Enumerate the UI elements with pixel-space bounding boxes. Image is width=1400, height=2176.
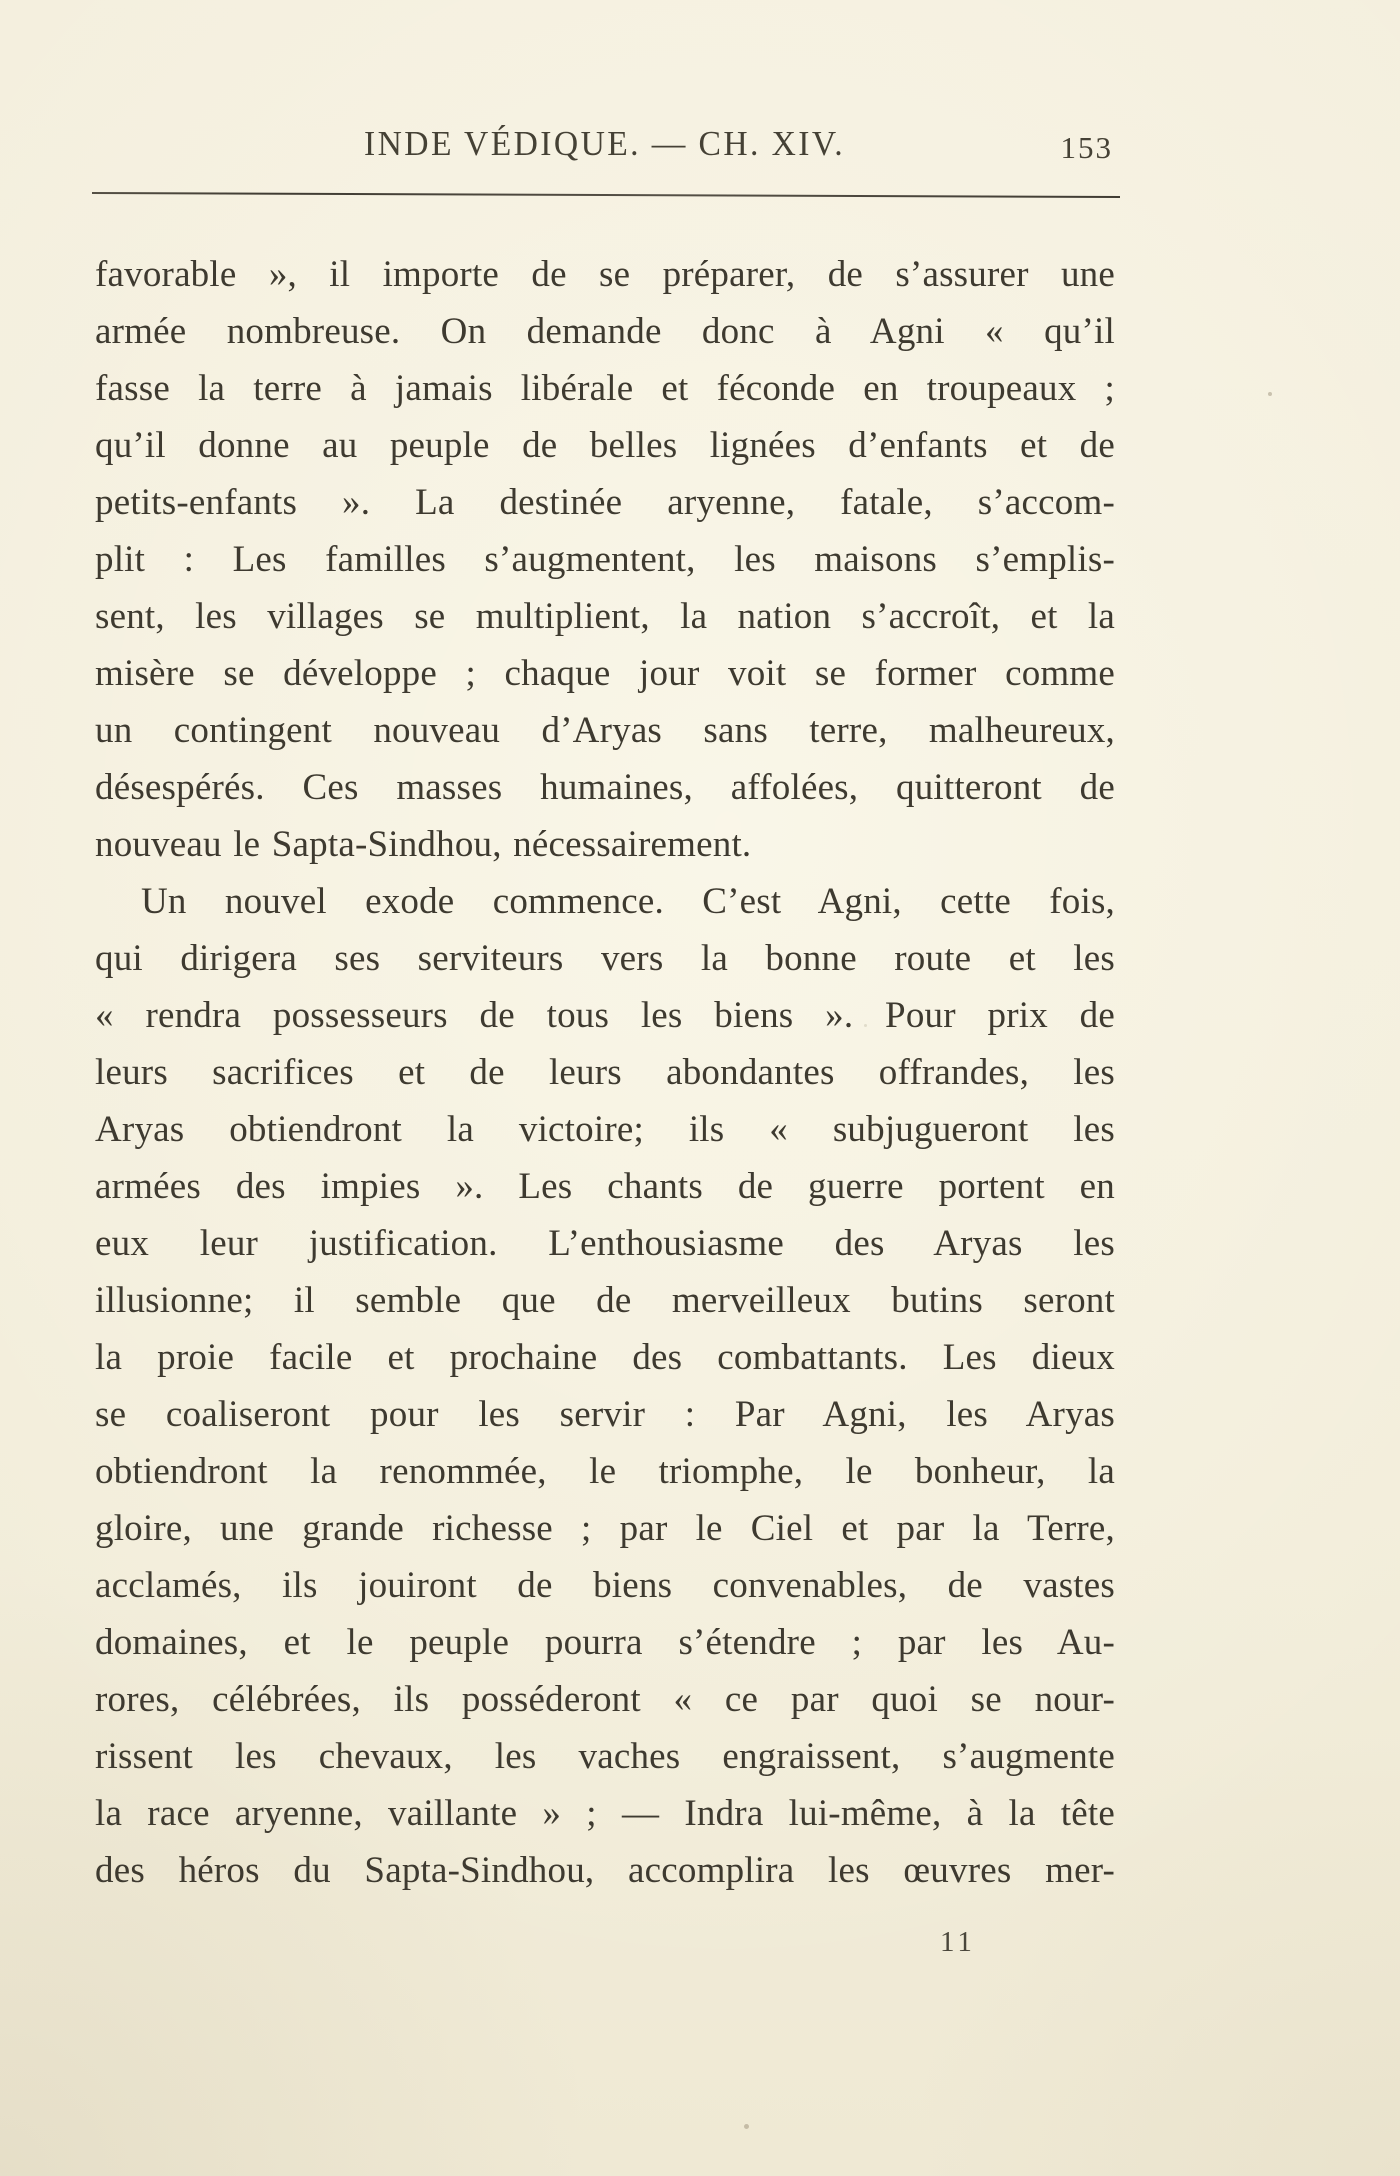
text-line: « rendra possesseurs de tous les biens ». Pour prix de — [95, 995, 1115, 1036]
text-line: Aryas obtiendront la victoire; ils « subjugueront les — [95, 1109, 1115, 1150]
text-line: acclamés, ils jouiront de biens convenables, de vastes — [95, 1565, 1115, 1606]
text-line: rores, célébrées, ils posséderont « ce par quoi se nour- — [95, 1679, 1115, 1720]
text-line: favorable », il importe de se préparer, de s’assurer une — [95, 254, 1115, 295]
signature-mark: 11 — [940, 1926, 976, 1958]
text-line: Un nouvel exode commence. C’est Agni, cette fois, — [141, 881, 1115, 922]
text-line: armée nombreuse. On demande donc à Agni « qu’il — [95, 311, 1115, 352]
running-title: INDE VÉDIQUE. — CH. XIV. — [364, 124, 846, 163]
text-line: misère se développe ; chaque jour voit se former comme — [95, 653, 1115, 694]
text-line: gloire, une grande richesse ; par le Ciel et par la Terre, — [95, 1508, 1115, 1549]
text-line: plit : Les familles s’augmentent, les maisons s’emplis- — [95, 539, 1115, 580]
text-line: qui dirigera ses serviteurs vers la bonne route et les — [95, 938, 1115, 979]
text-line: petits-enfants ». La destinée aryenne, fatale, s’accom- — [95, 482, 1115, 523]
text-line: désespérés. Ces masses humaines, affolées, quitteront de — [95, 767, 1115, 808]
text-line: armées des impies ». Les chants de guerre portent en — [95, 1166, 1115, 1207]
text-line: se coaliseront pour les servir : Par Agni, les Aryas — [95, 1394, 1115, 1435]
body-text — [95, 246, 1115, 1899]
text-line: la proie facile et prochaine des combattants. Les dieux — [95, 1337, 1115, 1378]
page-header — [95, 124, 1115, 168]
text-line: domaines, et le peuple pourra s’étendre ; par les Au- — [95, 1622, 1115, 1663]
text-line: fasse la terre à jamais libérale et féconde en troupeaux ; — [95, 368, 1115, 409]
text-line: eux leur justification. L’enthousiasme des Aryas les — [95, 1223, 1115, 1264]
text-line: des héros du Sapta-Sindhou, accomplira les œuvres mer- — [95, 1850, 1115, 1891]
text-line: leurs sacrifices et de leurs abondantes offrandes, les — [95, 1052, 1115, 1093]
text-line: sent, les villages se multiplient, la nation s’accroît, et la — [95, 596, 1115, 637]
paper-speck — [1268, 392, 1272, 396]
text-line: qu’il donne au peuple de belles lignées d’enfants et de — [95, 425, 1115, 466]
text-line: illusionne; il semble que de merveilleux butins seront — [95, 1280, 1115, 1321]
text-line: un contingent nouveau d’Aryas sans terre, malheureux, — [95, 710, 1115, 751]
text-line: la race aryenne, vaillante » ; — Indra lui-même, à la tête — [95, 1793, 1115, 1834]
paper-speck — [744, 2124, 749, 2129]
text-line: rissent les chevaux, les vaches engraissent, s’augmente — [95, 1736, 1115, 1777]
paragraph-1 — [95, 246, 1115, 873]
header-rule — [92, 192, 1120, 198]
paragraph-2 — [95, 873, 1115, 1899]
page-number: 153 — [1060, 130, 1113, 165]
text-line: nouveau le Sapta-Sindhou, nécessairement. — [95, 824, 752, 865]
text-line: obtiendront la renommée, le triomphe, le bonheur, la — [95, 1451, 1115, 1492]
